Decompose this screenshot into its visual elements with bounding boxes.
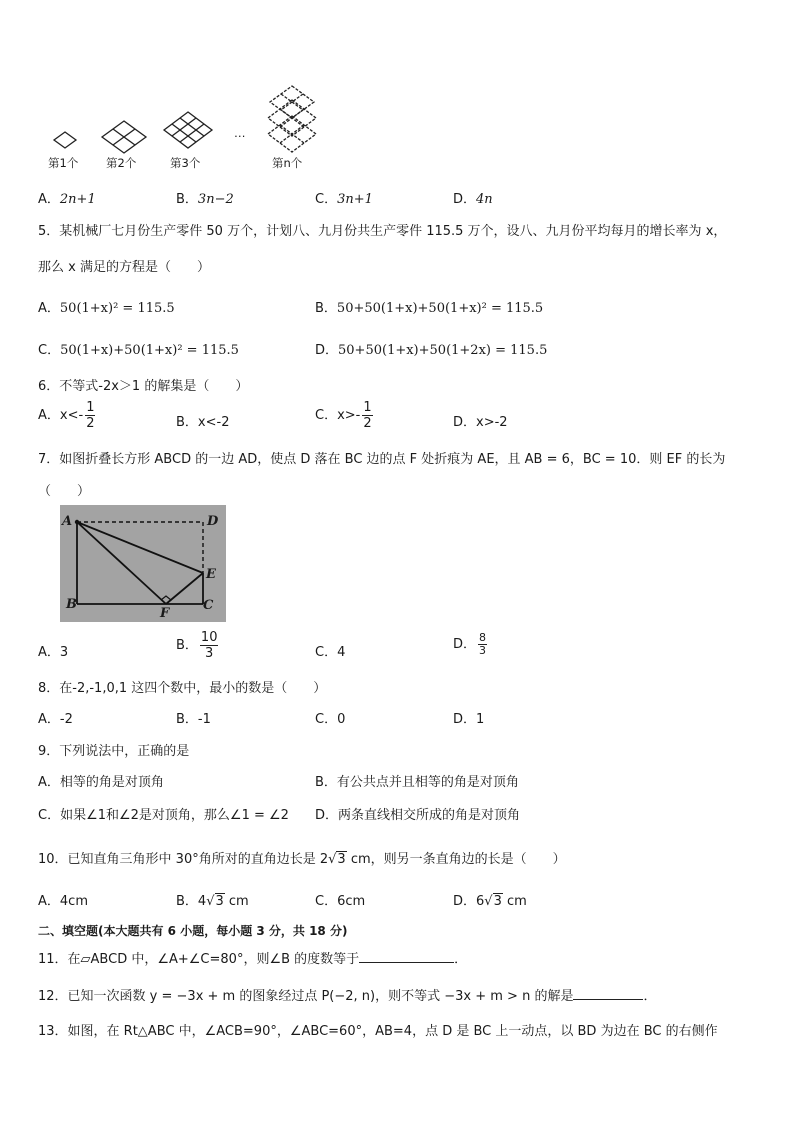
pattern-2 (102, 121, 146, 153)
figure-label-n: 第n个 (272, 156, 303, 170)
q9-option-d: D．两条直线相交所成的角是对顶角 (315, 808, 521, 823)
q5-stem-line1: 5．某机械厂七月份生产零件 50 万个，计划八、九月份共生产零件 115.5 万个，设八、九月份平均每月的增长率为 x， (38, 224, 727, 239)
q5-stem-line2: 那么 x 满足的方程是（ ） (38, 260, 210, 275)
figure-label-1: 第1个 (48, 156, 79, 170)
q6-option-d: D．x>-2 (453, 415, 508, 430)
q7-stem-line1: 7．如图折叠长方形 ABCD 的一边 AD，使点 D 落在 BC 边的点 F 处折痕为 AE，且 AB = 6，BC = 10．则 EF 的长为 (38, 452, 726, 467)
q4-option-a: A．2n+1 (38, 192, 96, 207)
q10-option-d: D．6√3 cm (453, 894, 527, 909)
q12-answer-blank[interactable] (573, 999, 643, 1000)
q7-figure (60, 505, 226, 622)
q8-option-c: C．0 (315, 712, 346, 727)
q5-option-c: C．50(1+x)+50(1+x)² = 115.5 (38, 343, 239, 358)
q7-option-b: B． $\frac{10}{3}$ (176, 630, 218, 661)
q4-option-c: C．3n+1 (315, 192, 373, 207)
q10-option-a: A．4cm (38, 894, 88, 909)
q9-option-b: B．有公共点并且相等的角是对顶角 (315, 775, 519, 790)
q9-stem: 9．下列说法中，正确的是 (38, 744, 190, 759)
q5-option-d: D．50+50(1+x)+50(1+2x) = 115.5 (315, 343, 548, 358)
q7-stem-line2: （ ） (38, 484, 91, 499)
pattern-3 (164, 112, 212, 148)
q6-option-c: C．x>- $\frac{1}{2}$ (315, 400, 372, 431)
q8-option-b: B．-1 (176, 712, 211, 727)
q10-option-c: C．6cm (315, 894, 366, 909)
q11-answer-blank[interactable] (359, 962, 454, 963)
q8-option-a: A．-2 (38, 712, 73, 727)
q13-stem: 13．如图，在 Rt△ABC 中，∠ACB=90°，∠ABC=60°，AB=4，点 D 是 BC 上一动点，以 BD 为边在 BC 的右侧作 (38, 1024, 718, 1039)
q7-label-a: A (62, 514, 73, 529)
q6-stem: 6．不等式-2x＞1 的解集是（ ） (38, 379, 249, 394)
q12-stem: 12．已知一次函数 y = −3x + m 的图象经过点 P(−2, n)，则不等式 −3x + m > n 的解是 ． (38, 989, 657, 1004)
figure-ellipsis: … (234, 126, 246, 140)
q4-option-b: B．3n−2 (176, 192, 234, 207)
q5-option-a: A．50(1+x)² = 115.5 (38, 301, 175, 316)
q10-option-b: B．4√3 cm (176, 894, 249, 909)
q7-label-f: F (160, 606, 170, 621)
figure-label-2: 第2个 (106, 156, 137, 170)
q4-option-d: D．4n (453, 192, 493, 207)
q7-label-c: C (203, 598, 214, 613)
q9-option-c: C．如果∠1和∠2是对顶角，那么∠1 = ∠2 (38, 808, 289, 823)
pattern-1 (54, 132, 76, 148)
q6-option-a: A．x<- $\frac{1}{2}$ (38, 400, 95, 431)
q9-option-a: A．相等的角是对顶角 (38, 775, 164, 790)
q7-option-a: A．3 (38, 645, 69, 660)
q11-stem: 11．在▱ABCD 中，∠A+∠C=80°，则∠B 的度数等于 ． (38, 952, 468, 967)
q6-option-b: B．x<-2 (176, 415, 230, 430)
section2-heading: 二、填空题(本大题共有 6 小题，每小题 3 分，共 18 分) (38, 924, 348, 938)
q8-stem: 8．在-2,-1,0,1 这四个数中，最小的数是（ ） (38, 681, 327, 696)
q7-label-b: B (66, 597, 77, 612)
q5-option-b: B．50+50(1+x)+50(1+x)² = 115.5 (315, 301, 544, 316)
q7-label-d: D (207, 514, 219, 529)
q7-option-c: C．4 (315, 645, 346, 660)
q7-option-d: D． $\frac{8}{3}$ (453, 631, 487, 657)
q8-option-d: D．1 (453, 712, 485, 727)
q7-label-e: E (206, 567, 216, 582)
q10-stem: 10．已知直角三角形中 30°角所对的直角边长是 2√3 cm，则另一条直角边的长是（ ） (38, 852, 566, 867)
q7-figure-drawing (60, 505, 226, 622)
figure-label-3: 第3个 (170, 156, 201, 170)
pattern-n (268, 86, 316, 152)
